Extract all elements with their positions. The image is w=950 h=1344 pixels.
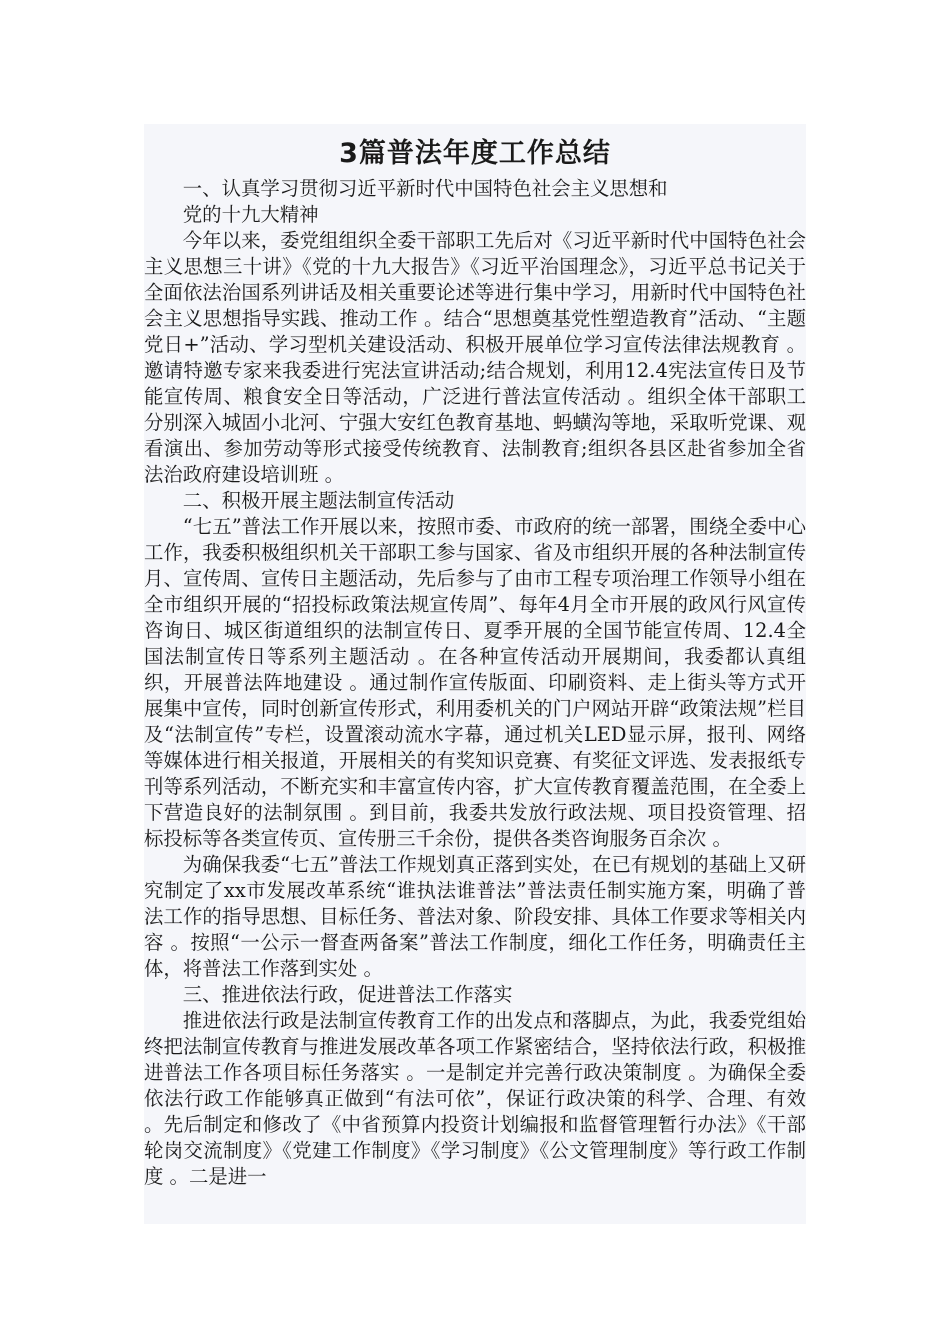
- section-heading-1: [144, 176, 806, 228]
- section-heading-3: 三、推进依法行政，促进普法工作落实: [182, 983, 513, 1006]
- paragraph: “七五”普法工作开展以来，按照市委、市政府的统一部署，围绕全委中心工作，我委积极组织机关干部职工参与国家、省及市组织开展的各种法制宣传月、宣传周、宣传日主题活动，先后参与了由市工程专项治理工作领导小组在全市组织开展的“招投标政策法规宣传周”、每年4月全市开展的政风行风宣传咨询日、城区街道组织的法制宣传日、夏季开展的全国节能宣传周、12.4全国法制宣传日等系列主题活动 。在各种宣传活动开展期间，我委都认真组织，开展普法阵地建设 。通过制作宣传版面、印刷资料、走上街头等方式开展集中宣传，同时创新宣传形式，利用委机关的门户网站开辟“政策法规”栏目及“法制宣传”专栏，设置滚动流水字幕，通过机关LED显示屏，报刊、网络等媒体进行相关报道，开展相关的有奖知识竞赛、有奖征文评选、发表报纸专刊等系列活动，不断充实和丰富宣传内容，扩大宣传教育覆盖范围，在全委上下营造良好的法制氛围 。到目前，我委共发放行政法规、项目投资管理、招标投标等各类宣传页、宣传册三千余份，提供各类咨询服务百余次 。: [144, 515, 806, 850]
- paragraph: 推进依法行政是法制宣传教育工作的出发点和落脚点，为此，我委党组始终把法制宣传教育与推进发展改革各项工作紧密结合，坚持依法行政，积极推进普法工作各项目标任务落实 。一是制定并完善行政决策制度 。为确保全委依法行政工作能够真正做到“有法可依”，保证行政决策的科学、合理、有效 。先后制定和修改了《中省预算内投资计划编报和监督管理暂行办法》《干部轮岗交流制度》《党建工作制度》《学习制度》《公文管理制度》等行政工作制度 。二是进一: [144, 1009, 806, 1188]
- document-body: [144, 124, 806, 1224]
- document-title: 3篇普法年度工作总结: [339, 138, 611, 169]
- section-heading-1-line1: 一、认真学习贯彻习近平新时代中国特色社会主义思想和: [182, 177, 668, 200]
- paragraph: 为确保我委“七五”普法工作规划真正落到实处，在已有规划的基础上又研究制定了xx市发展改革系统“谁执法谁普法”普法责任制实施方案，明确了普法工作的指导思想、目标任务、普法对象、阶段安排、具体工作要求等相关内容 。按照“一公示一督查两备案”普法工作制度，细化工作任务，明确责任主体，将普法工作落到实处 。: [144, 853, 806, 980]
- section-heading-1-line2: 党的十九大精神: [182, 203, 319, 226]
- section-heading-2: 二、积极开展主题法制宣传活动: [182, 489, 455, 512]
- paragraph: 今年以来，委党组组织全委干部职工先后对《习近平新时代中国特色社会主义思想三十讲》《党的十九大报告》《习近平治国理念》，习近平总书记关于全面依法治国系列讲话及相关重要论述等进行集中学习，用新时代中国特色社会主义思想指导实践、推动工作 。结合“思想奠基党性塑造教育”活动、“主题党日+”活动、学习型机关建设活动、积极开展单位学习宣传法律法规教育 。邀请特邀专家来我委进行宪法宣讲活动;结合规划，利用12.4宪法宣传日及节能宣传周、粮食安全日等活动，广泛进行普法宣传活动 。组织全体干部职工分别深入城固小北河、宁强大安红色教育基地、蚂蟥沟等地，采取听党课、观看演出、参加劳动等形式接受传统教育、法制教育;组织各县区赴省参加全省法治政府建设培训班 。: [144, 229, 806, 486]
